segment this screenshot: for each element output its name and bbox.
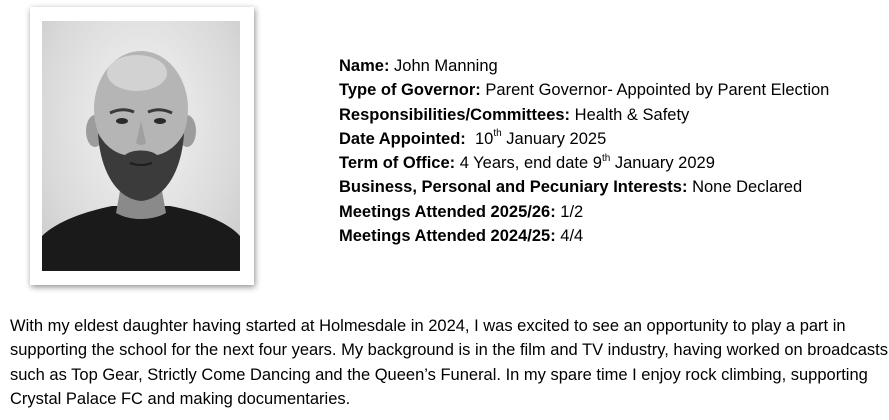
term-label: Term of Office: bbox=[339, 154, 456, 173]
interests-label: Business, Personal and Pecuniary Interests: bbox=[339, 178, 688, 197]
portrait-photo-image bbox=[42, 21, 240, 271]
responsibilities-value: Health & Safety bbox=[574, 105, 690, 124]
interests-row bbox=[339, 175, 879, 199]
name-value: John Manning bbox=[394, 57, 498, 75]
name-label: Name: bbox=[339, 57, 390, 75]
term-prefix: 4 Years, end date 9 bbox=[459, 154, 602, 173]
responsibilities-row bbox=[339, 103, 879, 127]
type-label: Type of Governor: bbox=[339, 81, 481, 100]
meetings-2024-label: Meetings Attended 2024/25: bbox=[339, 227, 556, 246]
date-appointed-rest: January 2025 bbox=[506, 129, 607, 148]
portrait-photo bbox=[42, 21, 240, 271]
meetings-2025-value: 1/2 bbox=[560, 202, 584, 221]
term-suffix: th bbox=[601, 152, 611, 164]
interests-value: None Declared bbox=[692, 178, 803, 197]
term-rest: January 2029 bbox=[614, 154, 715, 173]
date-appointed-label: Date Appointed: bbox=[339, 129, 466, 148]
meetings-2025-row bbox=[339, 200, 879, 224]
date-appointed-day: 10 bbox=[474, 129, 494, 148]
governor-details bbox=[339, 54, 879, 248]
type-row bbox=[339, 78, 879, 102]
date-appointed-suffix: th bbox=[493, 128, 502, 140]
meetings-2024-value: 4/4 bbox=[560, 227, 584, 246]
bio-paragraph: With my eldest daughter having started at Holmesdale in 2024, I was excited to see an opportunity to play a part in supporting the school for the next four years. My background is in the film and TV industry, having worked on broadcasts such as Top Gear, Strictly Come Dancing and the Queen’s Funeral. In my spare time I enjoy rock climbing, supporting Crystal Palace FC and making documentaries. bbox=[10, 317, 889, 408]
meetings-2024-row bbox=[339, 224, 879, 248]
portrait-photo-frame bbox=[30, 7, 254, 285]
meetings-2025-label: Meetings Attended 2025/26: bbox=[339, 202, 556, 221]
responsibilities-label: Responsibilities/Committees: bbox=[339, 105, 571, 124]
name-row bbox=[339, 54, 879, 78]
date-appointed-row bbox=[339, 127, 879, 151]
type-value: Parent Governor- Appointed by Parent Election bbox=[485, 81, 830, 100]
term-row bbox=[339, 151, 879, 175]
